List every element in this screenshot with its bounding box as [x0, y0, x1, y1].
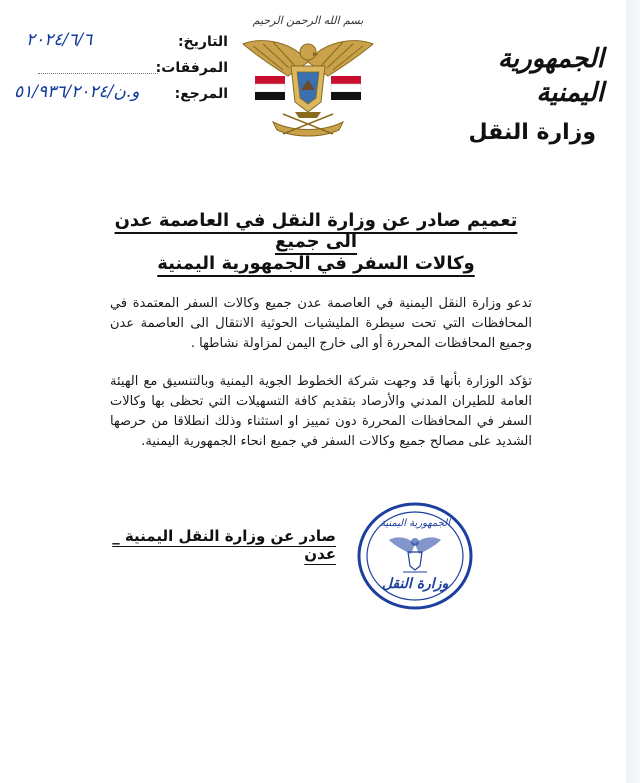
page-edge	[626, 0, 640, 783]
issuer-signature: صادر عن وزارة النقل اليمنية _ عدن	[112, 527, 336, 563]
basmala: بسم الله الرحمن الرحيم	[252, 14, 364, 27]
circular-title-line-2: وكالات السفر في الجمهورية اليمنية	[157, 253, 475, 274]
stamp-seal-icon	[355, 500, 475, 612]
reference-value: و.ن/٥١/٩٣٦/٢٠٢٤	[14, 82, 140, 102]
attachments-label: المرفقات:	[155, 60, 228, 76]
eagle-emblem-icon	[233, 14, 383, 144]
date-row	[18, 30, 228, 60]
circular-title-line-1: تعميم صادر عن وزارة النقل في العاصمة عدن الى جميع	[114, 210, 518, 252]
stamp-top-text: الجمهورية اليمنية	[379, 518, 450, 529]
body-paragraph-2: تؤكد الوزارة بأنها قد وجهت شركة الخطوط الجوية اليمنية وبالتنسيق مع الهيئة العامة للطيران المدني والأرصاد بتقديم كافة التسهيلات التي تحظى بها وكالات السفر في المحافظات المحررة دون تمييز او استثناء وذلك انطلاقا من حرصها الشديد على مصالح جميع وكالات السفر في جميع انحاء الجمهورية اليمنية.	[110, 374, 532, 449]
document-meta	[14, 30, 228, 112]
reference-label: المرجع:	[174, 86, 228, 102]
ministry-name: وزارة النقل	[468, 120, 596, 145]
stamp-bottom-text: وزارة النقل	[381, 576, 449, 592]
reference-row	[14, 82, 228, 112]
date-value: ٢٠٢٤/٦/٦	[26, 30, 93, 50]
yemen-emblem	[233, 14, 383, 144]
official-stamp	[355, 500, 475, 612]
body-paragraph-1: تدعو وزارة النقل اليمنية في العاصمة عدن جميع وكالات السفر المعتمدة في المحافظات التي تحت سيطرة المليشيات الحوثية الانتقال الى العاصمة عدن وجميع المحافظات المحررة أو الى خارج اليمن لمزاولة نشاطها .	[110, 296, 532, 351]
republic-name: الجمهورية اليمنية	[497, 44, 604, 108]
date-label: التاريخ:	[177, 34, 228, 50]
ministry-header	[444, 42, 604, 145]
attachments-blank	[38, 73, 158, 74]
